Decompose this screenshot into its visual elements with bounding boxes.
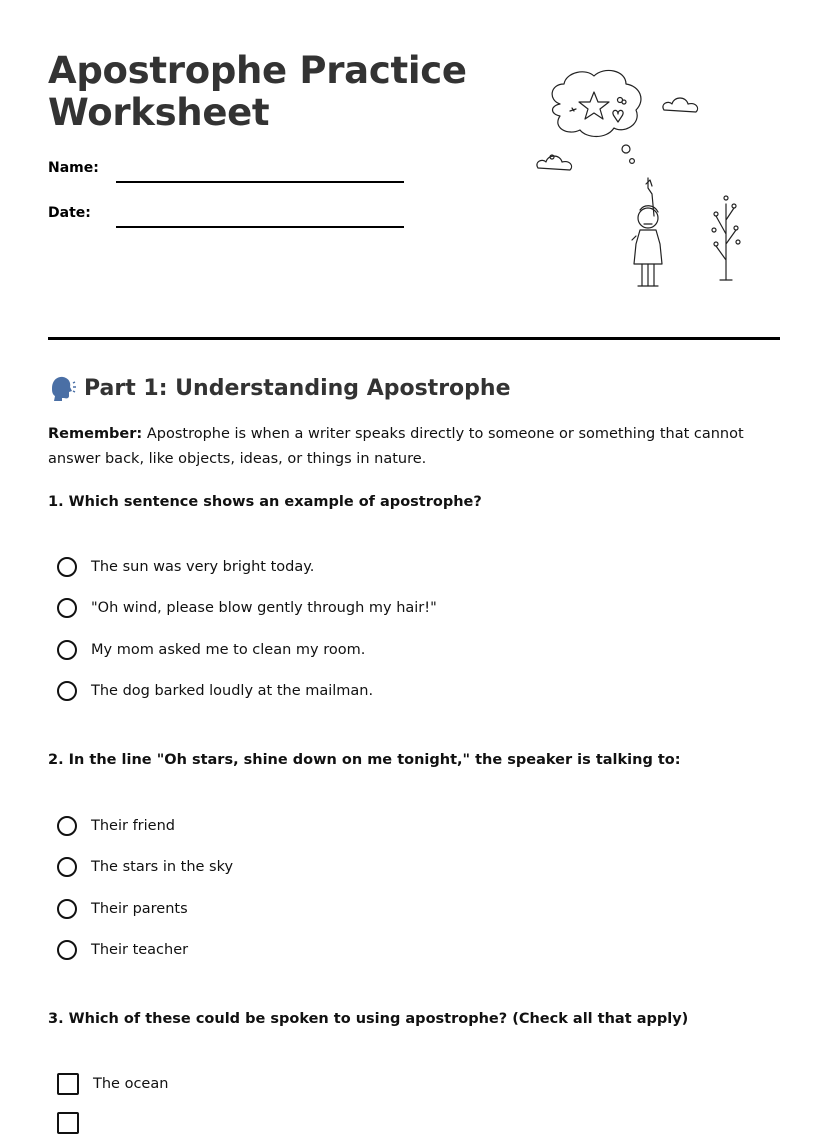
radio-button[interactable] [57, 598, 77, 618]
date-field-row [48, 205, 408, 229]
small-cloud-icon [663, 98, 698, 112]
question-3: 3. Which of these could be spoken to using apostrophe? (Check all that apply) [48, 1011, 689, 1027]
remember-note [48, 422, 778, 472]
radio-button[interactable] [57, 640, 77, 660]
name-field-row [48, 160, 408, 184]
radio-button[interactable] [57, 899, 77, 919]
tree-icon [712, 196, 740, 280]
star-icon [579, 92, 609, 119]
option-label: Their friend [91, 818, 175, 834]
option-label: Their parents [91, 901, 188, 917]
q3-option-b[interactable] [57, 1110, 93, 1136]
q1-option-b[interactable] [57, 595, 437, 621]
q2-option-c[interactable] [57, 896, 188, 922]
child-and-stars-illustration [530, 64, 750, 294]
title-line-1: Apostrophe Practice [48, 49, 467, 92]
date-label: Date: [48, 205, 91, 221]
thought-cloud-icon [552, 70, 641, 136]
question-2: 2. In the line "Oh stars, shine down on me tonight," the speaker is talking to: [48, 752, 681, 768]
remember-label: Remember: [48, 426, 143, 442]
question-1: 1. Which sentence shows an example of apostrophe? [48, 494, 482, 510]
option-label: The ocean [93, 1076, 169, 1092]
checkbox[interactable] [57, 1073, 79, 1095]
option-label: The dog barked loudly at the mailman. [91, 683, 374, 699]
radio-button[interactable] [57, 681, 77, 701]
q2-option-b[interactable] [57, 854, 233, 880]
option-label: "Oh wind, please blow gently through my hair!" [91, 600, 437, 616]
q1-option-a[interactable] [57, 554, 314, 580]
radio-button[interactable] [57, 940, 77, 960]
checkbox[interactable] [57, 1112, 79, 1134]
radio-button[interactable] [57, 557, 77, 577]
child-figure-icon [632, 178, 662, 286]
q3-option-a[interactable] [57, 1071, 168, 1097]
q2-option-a[interactable] [57, 813, 175, 839]
radio-button[interactable] [57, 816, 77, 836]
date-input-line[interactable] [116, 226, 404, 228]
speaking-head-icon [48, 374, 76, 402]
radio-button[interactable] [57, 857, 77, 877]
worksheet-title [48, 50, 468, 134]
name-input-line[interactable] [116, 181, 404, 183]
q1-option-c[interactable] [57, 637, 365, 663]
option-label: The sun was very bright today. [91, 559, 315, 575]
q2-option-d[interactable] [57, 937, 188, 963]
q1-option-d[interactable] [57, 678, 373, 704]
part1-heading [48, 374, 511, 402]
header-divider [48, 337, 780, 340]
remember-text: Apostrophe is when a writer speaks directly to someone or something that cannot answer back, like objects, ideas, or things in nature. [48, 426, 744, 467]
option-label: The stars in the sky [91, 859, 234, 875]
title-line-2: Worksheet [48, 91, 270, 134]
option-label: Their teacher [91, 942, 189, 958]
heart-icon [613, 110, 623, 122]
option-label: My mom asked me to clean my room. [91, 642, 366, 658]
name-label: Name: [48, 160, 99, 176]
part1-title: Part 1: Understanding Apostrophe [84, 375, 511, 401]
